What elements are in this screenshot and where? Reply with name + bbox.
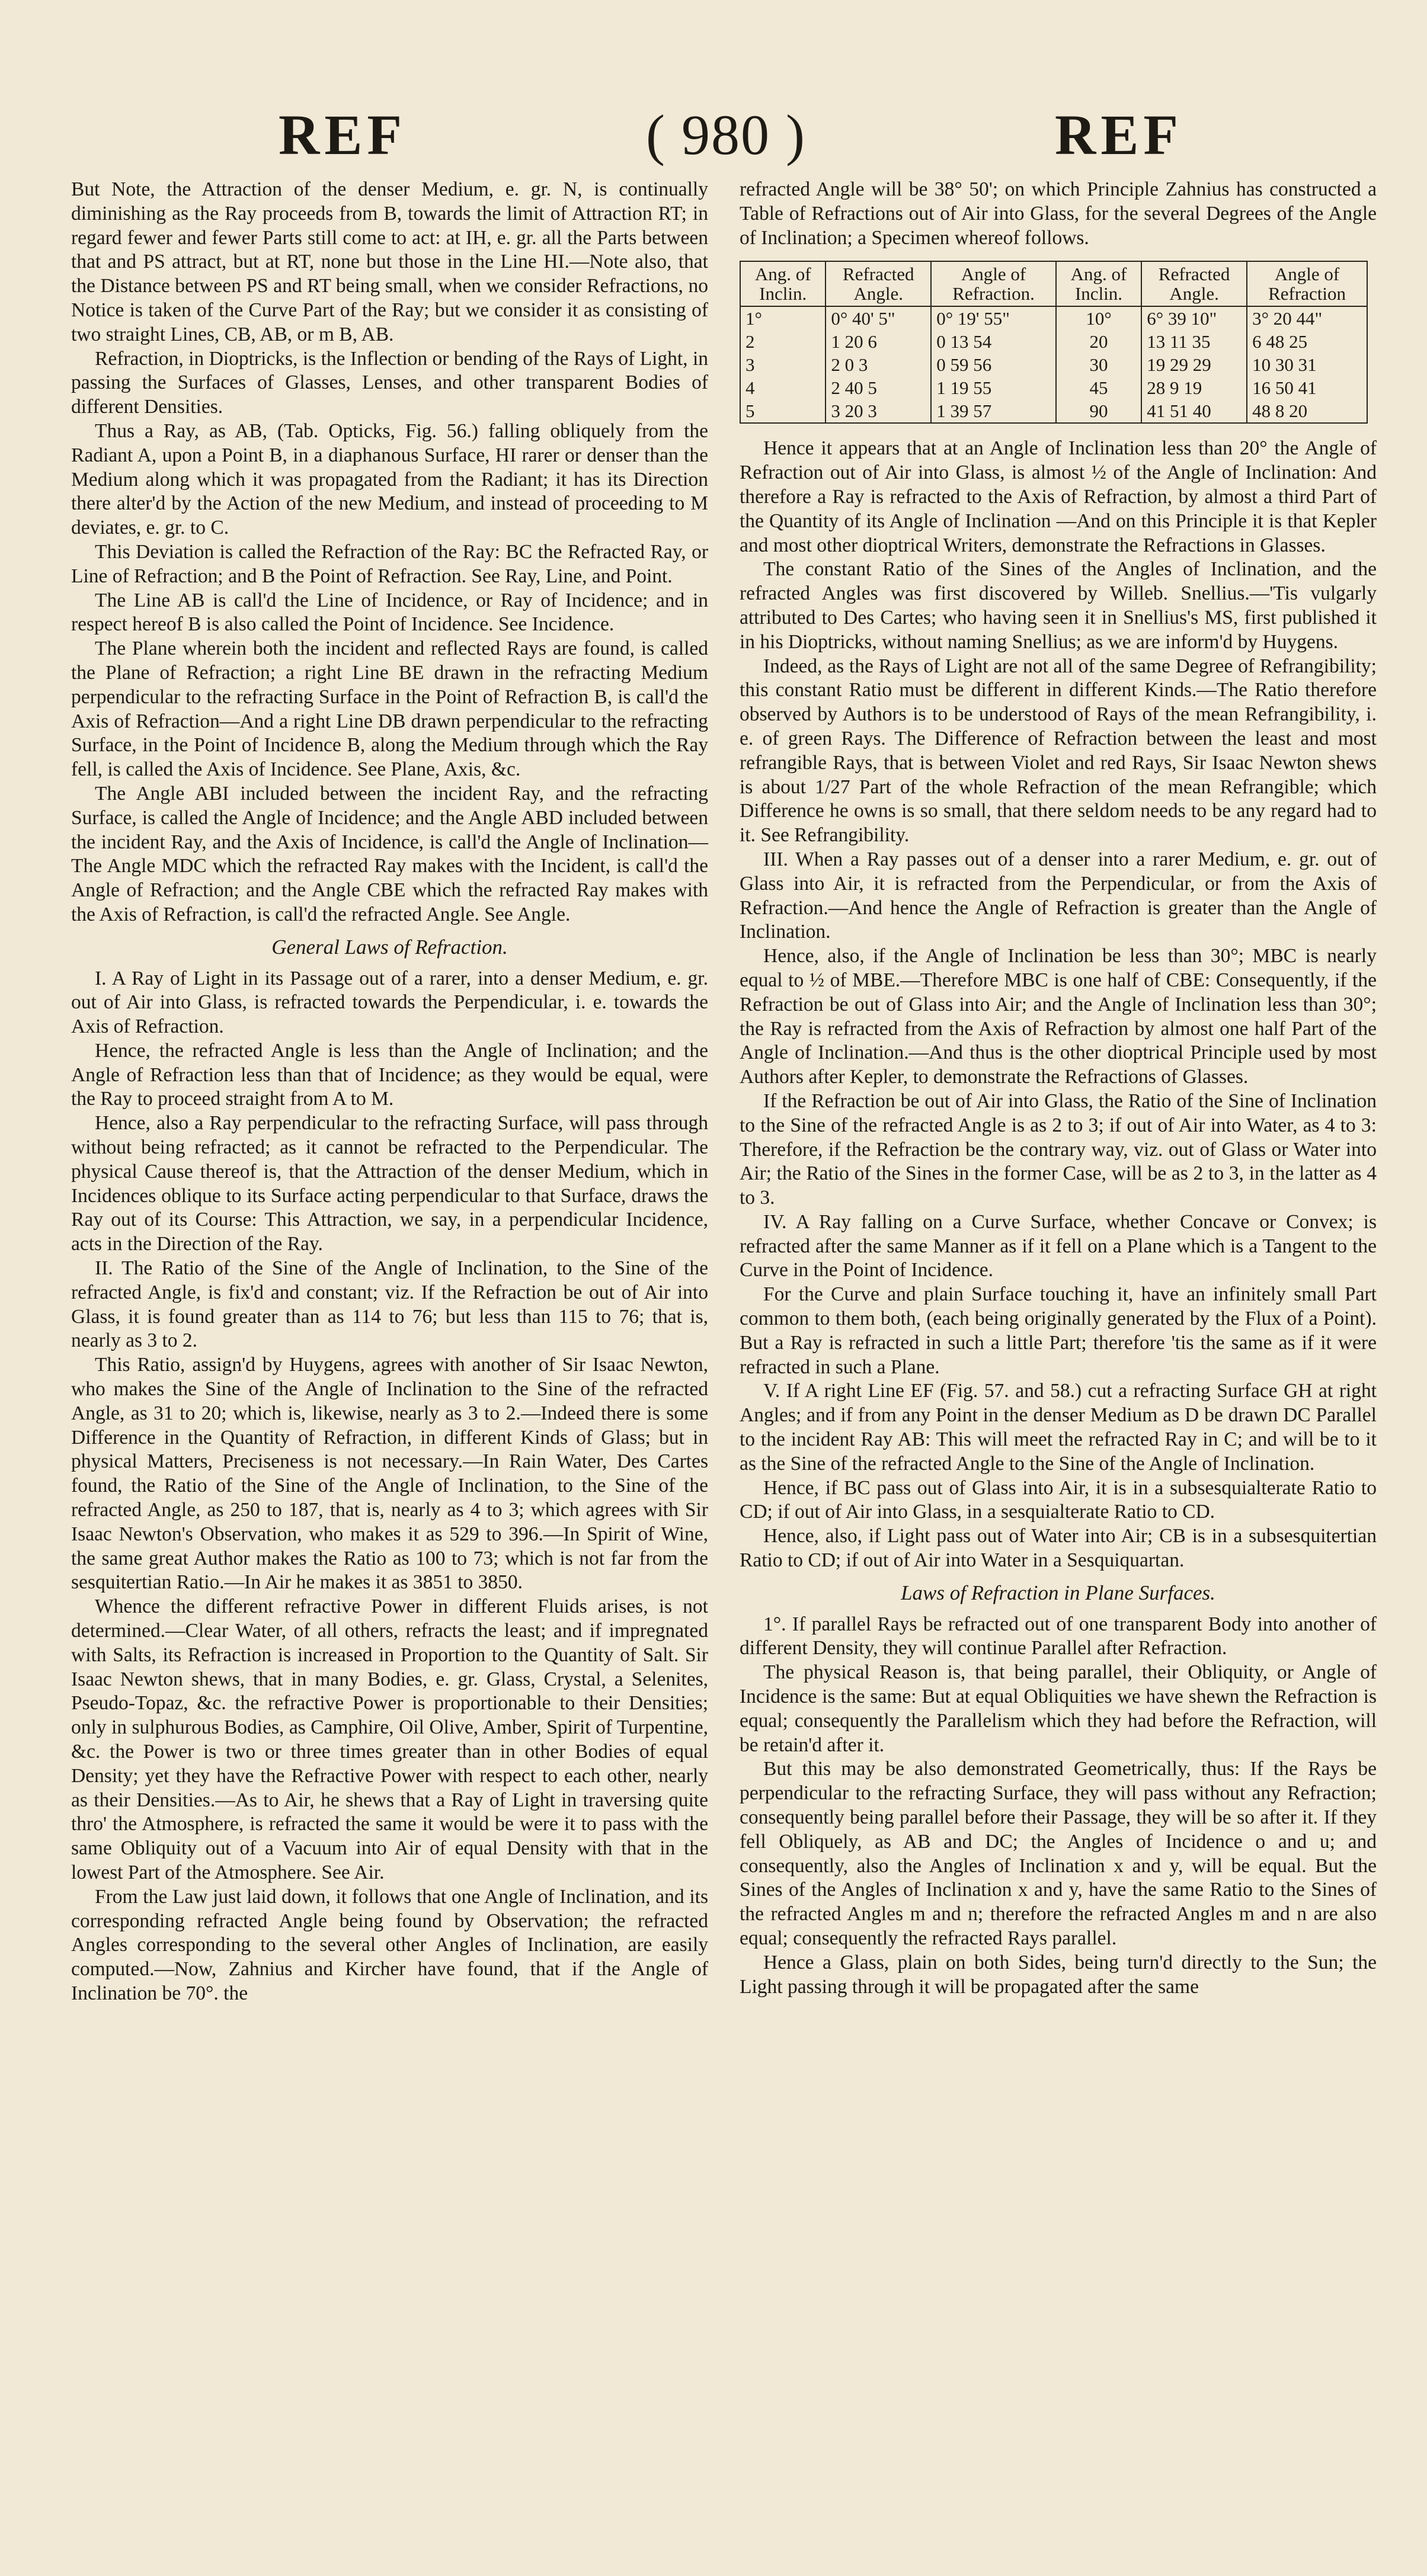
table-cell: 0° 19' 55" — [931, 306, 1056, 330]
table-cell: 48 8 20 — [1247, 399, 1367, 423]
paragraph: Hence, also, if the Angle of Inclination be less than 30°; MBC is nearly equal to ½ of MBE.—Therefore MBC is one half of CBE: Consequently, if the Refraction be out of Glass into Air; and the Angle of Inclination less than 30°; the Ray is refracted from the Axis of Refraction by almost one half Part of the Angle of Inclination.—And thus is the other dioptrical Principle used by most Authors after Kepler, to demonstrate the Refractions of Glasses. — [740, 945, 1377, 1088]
running-head-right: REF — [1055, 103, 1183, 166]
section-heading: General Laws of Refraction. — [271, 935, 508, 959]
paragraph: The Angle ABI included between the incident Ray, and the refracting Surface, is called the Angle of Incidence; and the Angle ABD included between the incident Ray, and the Axis of Incidence, is call'd the Angle of Inclination—The Angle MDC which the refracted Ray makes with the Incident, is call'd the Angle of Refraction; and the Angle CBE which the refracted Ray makes with the Axis of Refraction, is call'd the refracted Angle. See Angle. — [71, 782, 708, 925]
table-cell: 5 — [740, 399, 826, 423]
table-header: Refracted Angle. — [1141, 261, 1247, 306]
table-cell: 0 59 56 — [931, 353, 1056, 376]
table-header: Ang. of Inclin. — [740, 261, 826, 306]
table-cell: 1 19 55 — [931, 376, 1056, 399]
table-header: Refracted Angle. — [826, 261, 931, 306]
paragraph: For the Curve and plain Surface touching it, have an infinitely small Part common to them both, (each being originally generated by the Flux of a Point). But a Ray is refracted in such a little Part; therefore 'tis the same as if it were refracted in such a Plane. — [740, 1283, 1377, 1378]
table-header: Angle of Refraction. — [931, 261, 1056, 306]
table-cell: 30 — [1056, 353, 1141, 376]
table-cell: 45 — [1056, 376, 1141, 399]
table-cell: 20 — [1056, 330, 1141, 353]
paragraph: V. If A right Line EF (Fig. 57. and 58.) cut a refracting Surface GH at right Angles; and if from any Point in the denser Medium as D be drawn DC Parallel to the incident Ray AB: This will meet the refracted Ray in C; and will be to it as the Sine of the refracted Angle to the Sine of the Angle of Inclination. — [740, 1380, 1377, 1475]
table-row — [740, 399, 1367, 423]
paragraph: The Line AB is call'd the Line of Incidence, or Ray of Incidence; and in respect hereof B is also called the Point of Incidence. See Incidence. — [71, 589, 708, 636]
paragraph: Hence, if BC pass out of Glass into Air, it is in a subsesquialterate Ratio to CD; if out of Air into Glass, in a sesquialterate Ratio to CD. — [740, 1476, 1377, 1523]
paragraph: From the Law just laid down, it follows that one Angle of Inclination, and its corresponding refracted Angle being found by Observation; the refracted Angles corresponding to the several other Angles of Inclination, are easily computed.—Now, Zahnius and Kircher have found, that if the Angle of Inclination be 70°. the — [71, 1885, 708, 2004]
paragraph: Indeed, as the Rays of Light are not all of the same Degree of Refrangibility; this constant Ratio must be different in different Kinds.—The Ratio therefore observed by Authors is to be understood of Rays of the mean Refrangibility, i. e. of green Rays. The Difference of Refraction between the least and most refrangible Rays, that is between Violet and red Rays, Sir Isaac Newton shews is about 1/27 Part of the whole Refraction of the mean Refrangible; which Difference he owns is so small, that there seldom needs to be any regard had to it. See Refrangibility. — [740, 655, 1377, 847]
table-cell: 19 29 29 — [1141, 353, 1247, 376]
paragraph: I. A Ray of Light in its Passage out of a rarer, into a denser Medium, e. gr. out of Air into Glass, is refracted towards the Perpendicular, i. e. towards the Axis of Refraction. — [71, 967, 708, 1038]
table-cell: 10° — [1056, 306, 1141, 330]
paragraph: Hence it appears that at an Angle of Inclination less than 20° the Angle of Refraction out of Air into Glass, is almost ½ of the Angle of Inclination: And therefore a Ray is refracted to the Axis of Refraction, by almost a third Part of the Quantity of its Angle of Inclination —And on this Principle it is that Kepler and most other dioptrical Writers, demonstrate the Refractions in Glasses. — [740, 437, 1377, 556]
table-row — [740, 353, 1367, 376]
paragraph: 1°. If parallel Rays be refracted out of one transparent Body into another of different Density, they will continue Parallel after Refraction. — [740, 1613, 1377, 1659]
table-cell: 1° — [740, 306, 826, 330]
table-cell: 2 40 5 — [826, 376, 931, 399]
table-cell: 6° 39 10" — [1141, 306, 1247, 330]
paragraph: III. When a Ray passes out of a denser into a rarer Medium, e. gr. out of Glass into Air, it is refracted from the Perpendicular, or from the Axis of Refraction.—And hence the Angle of Refraction is greater than the Angle of Inclination. — [740, 848, 1377, 943]
paragraph: This Ratio, assign'd by Huygens, agrees with another of Sir Isaac Newton, who makes the Sine of the Angle of Inclination to the Sine of the refracted Angle, as 31 to 20; which is, likewise, nearly as 3 to 2.—Indeed there is some Difference in the Quantity of Refraction, in different Kinds of Glass; but in physical Matters, Preciseness is not necessary.—In Rain Water, Des Cartes found, the Ratio of the Sine of the Angle of Inclination, to the Sine of the refracted Angle, as 250 to 187, that is, nearly as 4 to 3; which agrees with Sir Isaac Newton's Observation, who makes it as 529 to 396.—In Spirit of Wine, the same great Author makes the Ratio as 100 to 73; which is not far from the sesquitertian Ratio.—In Air he makes it as 3851 to 3850. — [71, 1354, 708, 1594]
paragraph: Thus a Ray, as AB, (Tab. Opticks, Fig. 56.) falling obliquely from the Radiant A, upon a Point B, in a diaphanous Surface, HI rarer or denser than the Medium along which it was propagated from the Radiant; it has its Direction there alter'd by the Action of the new Medium, and instead of proceeding to M deviates, e. gr. to C. — [71, 419, 708, 539]
table-cell: 90 — [1056, 399, 1141, 423]
table-row — [740, 376, 1367, 399]
paragraph: Refraction, in Dioptricks, is the Inflection or bending of the Rays of Light, in passing the Surfaces of Glasses, Lenses, and other transparent Bodies of different Densities. — [71, 347, 708, 418]
table-cell: 13 11 35 — [1141, 330, 1247, 353]
paragraph: refracted Angle will be 38° 50'; on which Principle Zahnius has constructed a Table of Refractions out of Air into Glass, for the several Degrees of the Angle of Inclination; a Specimen whereof follows. — [740, 178, 1377, 249]
table-cell: 10 30 31 — [1247, 353, 1367, 376]
table-cell: 41 51 40 — [1141, 399, 1247, 423]
table-row — [740, 306, 1367, 330]
table-cell: 0° 40' 5" — [826, 306, 931, 330]
table-cell: 3 — [740, 353, 826, 376]
table-cell: 3 20 3 — [826, 399, 931, 423]
table-cell: 4 — [740, 376, 826, 399]
paragraph: II. The Ratio of the Sine of the Angle of Inclination, to the Sine of the refracted Angle, is fix'd and constant; viz. If the Refraction be out of Air into Glass, it is found greater than as 114 to 76; but less than 115 to 76; that is, nearly as 3 to 2. — [71, 1257, 708, 1352]
paragraph: Whence the different refractive Power in different Fluids arises, is not determined.—Clear Water, of all others, refracts the least; and if impregnated with Salts, its Refraction is increased in Proportion to the Quantity of Salt. Sir Isaac Newton shews, that in many Bodies, e. gr. Glass, Crystal, a Selenites, Pseudo-Topaz, &c. the refractive Power is proportionable to their Densities; only in sulphurous Bodies, as Camphire, Oil Olive, Amber, Spirit of Turpentine, &c. the Power is two or three times greater than in other Bodies of equal Density; yet they have the Refractive Power with respect to each other, nearly as their Densities.—As to Air, he shews that a Ray of Light in traversing quite thro' the Atmosphere, is refracted the same it would be were it to pass with the same Obliquity out of a Vacuum into Air of equal Density with that in the lowest Part of the Atmosphere. See Air. — [71, 1595, 708, 1883]
table-cell: 16 50 41 — [1247, 376, 1367, 399]
table-cell: 2 — [740, 330, 826, 353]
table-cell: 1 39 57 — [931, 399, 1056, 423]
table-row — [740, 330, 1367, 353]
paragraph: The Plane wherein both the incident and reflected Rays are found, is called the Plane of Refraction; a right Line BE drawn in the refracting Medium perpendicular to the refracting Surface in the Point of Refraction B, is call'd the Axis of Refraction—And a right Line DB drawn perpendicular to the refracting Surface, in the Point of Incidence B, along the Medium through which the Ray fell, is called the Axis of Incidence. See Plane, Axis, &c. — [71, 637, 708, 781]
paragraph: This Deviation is called the Refraction of the Ray: BC the Refracted Ray, or Line of Refraction; and B the Point of Refraction. See Ray, Line, and Point. — [71, 540, 708, 587]
table-cell: 0 13 54 — [931, 330, 1056, 353]
paragraph: Hence a Glass, plain on both Sides, being turn'd directly to the Sun; the Light passing through it will be propagated after the same — [740, 1951, 1377, 1998]
table-cell: 3° 20 44" — [1247, 306, 1367, 330]
paragraph: The constant Ratio of the Sines of the Angles of Inclination, and the refracted Angles was first discovered by Willeb. Snellius.—'Tis vulgarly attributed to Des Cartes; who having seen it in Snellius's MS, first published it in his Dioptricks, without naming Snellius; as we are inform'd by Huygens. — [740, 558, 1377, 653]
table-header: Ang. of Inclin. — [1056, 261, 1141, 306]
paragraph: IV. A Ray falling on a Curve Surface, whether Concave or Convex; is refracted after the same Manner as if it fell on a Plane which is a Tangent to the Curve in the Point of Incidence. — [740, 1210, 1377, 1281]
table-cell: 2 0 3 — [826, 353, 931, 376]
table-cell: 28 9 19 — [1141, 376, 1247, 399]
table-header-row — [740, 261, 1367, 306]
page-header — [0, 100, 1427, 171]
paragraph: Hence, also a Ray perpendicular to the refracting Surface, will pass through without being refracted; as it cannot be refracted to the Perpendicular. The physical Cause thereof is, that the Attraction of the denser Medium, which in Incidences oblique to its Surface acting perpendicular to that Surface, draws the Ray out of its Course: This Attraction, we say, in a perpendicular Incidence, acts in the Direction of the Ray. — [71, 1112, 708, 1255]
refraction-table — [740, 261, 1368, 424]
section-heading: Laws of Refraction in Plane Surfaces. — [901, 1581, 1215, 1604]
left-column — [71, 178, 708, 2006]
right-column — [740, 178, 1377, 1999]
paragraph: Hence, the refracted Angle is less than the Angle of Inclination; and the Angle of Refraction less than that of Incidence; as they would be equal, were the Ray to proceed straight from A to M. — [71, 1039, 708, 1110]
paragraph: If the Refraction be out of Air into Glass, the Ratio of the Sine of Inclination to the Sine of the refracted Angle is as 2 to 3; if out of Air into Water, as 4 to 3: Therefore, if the Refraction be the contrary way, viz. out of Glass or Water into Air; the Ratio of the Sines in the former Case, will be as 2 to 3, in the latter as 4 to 3. — [740, 1090, 1377, 1209]
running-head-left: REF — [279, 103, 407, 166]
page-number: ( 980 ) — [646, 103, 806, 166]
table-header: Angle of Refraction — [1247, 261, 1367, 306]
table-cell: 6 48 25 — [1247, 330, 1367, 353]
paragraph: Hence, also, if Light pass out of Water into Air; CB is in a subsesquitertian Ratio to CD; if out of Air into Water in a Sesquiquartan. — [740, 1525, 1377, 1572]
paragraph: But Note, the Attraction of the denser Medium, e. gr. N, is continually diminishing as the Ray proceeds from B, towards the limit of Attraction RT; in regard fewer and fewer Parts still come to act: at IH, e. gr. all the Parts between that and PS attract, but at RT, none but those in the Line HI.—Note also, that the Distance between PS and RT being small, when we consider Refractions, no Notice is taken of the Curve Part of the Ray; but we consider it as consisting of two straight Lines, CB, AB, or m B, AB. — [71, 178, 708, 345]
table-cell: 1 20 6 — [826, 330, 931, 353]
paragraph: But this may be also demonstrated Geometrically, thus: If the Rays be perpendicular to the refracting Surface, they will pass without any Refraction; consequently being parallel before their Passage, they will be so after it. If they fell Obliquely, as AB and DC; the Angles of Incidence o and u; and consequently, also the Angles of Inclination x and y, will be equal. But the Sines of the Angles of Inclination x and y, have the same Ratio to the Sines of the refracted Angles m and n; therefore the refracted Angles m and n are also equal; consequently the refracted Rays parallel. — [740, 1758, 1377, 1949]
paragraph: The physical Reason is, that being parallel, their Obliquity, or Angle of Incidence is the same: But at equal Obliquities we have shewn the Refraction is equal; consequently the Parallelism which they had before the Refraction, will be retain'd after it. — [740, 1661, 1377, 1756]
